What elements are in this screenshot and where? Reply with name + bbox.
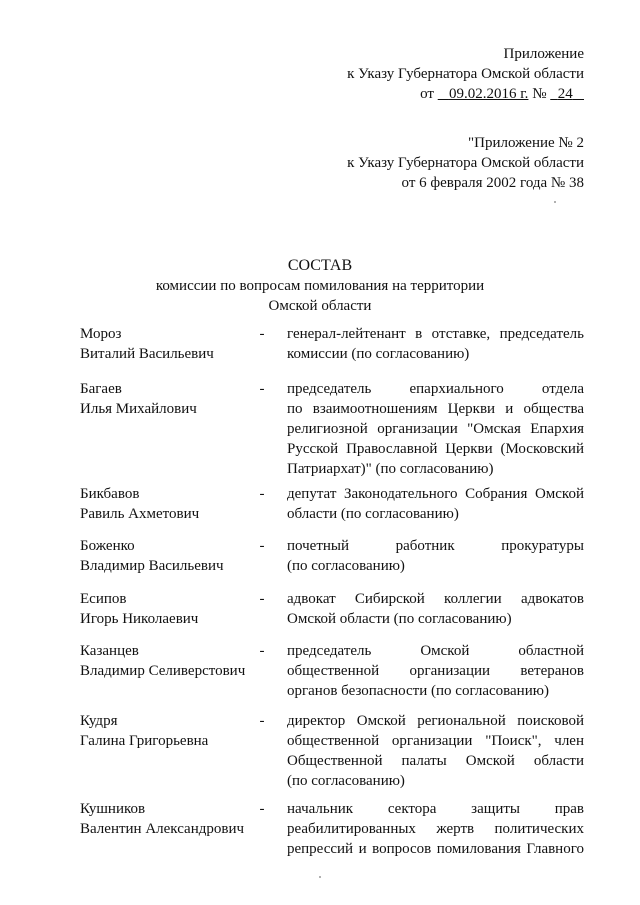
member-position bbox=[287, 799, 584, 859]
member-position bbox=[287, 589, 584, 629]
document-title bbox=[0, 256, 640, 316]
member-position bbox=[287, 711, 584, 791]
member-given-names: Валентин Александрович bbox=[80, 821, 245, 837]
member-name bbox=[80, 324, 250, 364]
original-appendix-label: "Приложение № 2 bbox=[468, 135, 584, 151]
member-position bbox=[287, 536, 584, 576]
member-surname: Есипов bbox=[80, 591, 127, 607]
original-decree-ref: к Указу Губернатора Омской области bbox=[347, 155, 584, 171]
title-heading: СОСТАВ bbox=[287, 257, 353, 274]
entry-dash: - bbox=[259, 801, 265, 817]
member-name bbox=[80, 799, 250, 839]
position-line: по взаимоотношениям Церкви и общества bbox=[287, 401, 584, 417]
entry-dash: - bbox=[259, 643, 265, 659]
member-given-names: Илья Михайлович bbox=[80, 401, 197, 417]
position-line: общественной организации "Поиск", член bbox=[287, 733, 584, 749]
member-given-names: Равиль Ахметович bbox=[80, 506, 200, 522]
entry-dash: - bbox=[259, 326, 265, 342]
member-name bbox=[80, 589, 250, 629]
member-surname: Боженко bbox=[80, 538, 135, 554]
original-appendix-header bbox=[347, 133, 584, 193]
position-line: председатель епархиального отдела bbox=[287, 381, 584, 397]
member-given-names: Виталий Васильевич bbox=[80, 346, 214, 362]
position-line: генерал-лейтенант в отставке, председатель bbox=[287, 326, 584, 342]
position-line: религиозной организации "Омская Епархия bbox=[287, 421, 584, 437]
position-line: репрессий и вопросов помилования Главного bbox=[287, 841, 584, 857]
entry-dash: - bbox=[259, 538, 265, 554]
title-region: Омской области bbox=[268, 298, 372, 314]
appendix-label: Приложение bbox=[503, 46, 584, 62]
member-name bbox=[80, 484, 250, 524]
position-line: реабилитированных жертв политических bbox=[287, 821, 584, 837]
entry-dash: - bbox=[259, 486, 265, 502]
decree-date: 09.02.2016 г. bbox=[448, 86, 529, 102]
member-given-names: Игорь Николаевич bbox=[80, 611, 199, 627]
appendix-date-line: от 09.02.2016 г. № 24 bbox=[347, 84, 584, 104]
member-name bbox=[80, 536, 250, 576]
position-line: начальник сектора защиты прав bbox=[287, 801, 584, 817]
member-surname: Кудря bbox=[80, 713, 118, 729]
member-surname: Мороз bbox=[80, 326, 122, 342]
decree-number: 24 bbox=[557, 86, 573, 102]
position-line: (по согласованию) bbox=[287, 773, 405, 789]
position-line: комиссии (по согласованию) bbox=[287, 346, 470, 362]
member-given-names: Владимир Селиверстович bbox=[80, 663, 246, 679]
position-line: Русской Православной Церкви (Московский bbox=[287, 441, 584, 457]
member-surname: Багаев bbox=[80, 381, 122, 397]
member-given-names: Галина Григорьевна bbox=[80, 733, 209, 749]
member-surname: Бикбавов bbox=[80, 486, 140, 502]
member-position bbox=[287, 484, 584, 524]
appendix-decree-ref: к Указу Губернатора Омской области bbox=[347, 66, 584, 82]
position-line: органов безопасности (по согласованию) bbox=[287, 683, 549, 699]
position-line: общественной организации ветеранов bbox=[287, 663, 584, 679]
position-line: области (по согласованию) bbox=[287, 506, 459, 522]
entry-dash: - bbox=[259, 381, 265, 397]
member-surname: Кушников bbox=[80, 801, 146, 817]
member-given-names: Владимир Васильевич bbox=[80, 558, 224, 574]
member-name bbox=[80, 641, 250, 681]
entry-dash: - bbox=[259, 713, 265, 729]
member-name bbox=[80, 711, 250, 751]
title-subheading: комиссии по вопросам помилования на территории bbox=[155, 278, 485, 294]
original-decree-date: от 6 февраля 2002 года № 38 bbox=[401, 175, 584, 191]
position-line: депутат Законодательного Собрания Омской bbox=[287, 486, 584, 502]
position-line: адвокат Сибирской коллегии адвокатов bbox=[287, 591, 584, 607]
scan-speck bbox=[554, 201, 556, 203]
position-line: директор Омской региональной поисковой bbox=[287, 713, 584, 729]
position-line: председатель Омской областной bbox=[287, 643, 584, 659]
position-line: Общественной палаты Омской области bbox=[287, 753, 584, 769]
entry-dash: - bbox=[259, 591, 265, 607]
member-position bbox=[287, 641, 584, 701]
member-surname: Казанцев bbox=[80, 643, 139, 659]
position-line: (по согласованию) bbox=[287, 558, 405, 574]
member-position bbox=[287, 324, 584, 364]
position-line: Патриархат)" (по согласованию) bbox=[287, 461, 494, 477]
appendix-header bbox=[347, 44, 584, 104]
member-name bbox=[80, 379, 250, 419]
position-line: Омской области (по согласованию) bbox=[287, 611, 512, 627]
scan-speck bbox=[319, 876, 321, 878]
member-position bbox=[287, 379, 584, 479]
position-line: почетный работник прокуратуры bbox=[287, 538, 584, 554]
